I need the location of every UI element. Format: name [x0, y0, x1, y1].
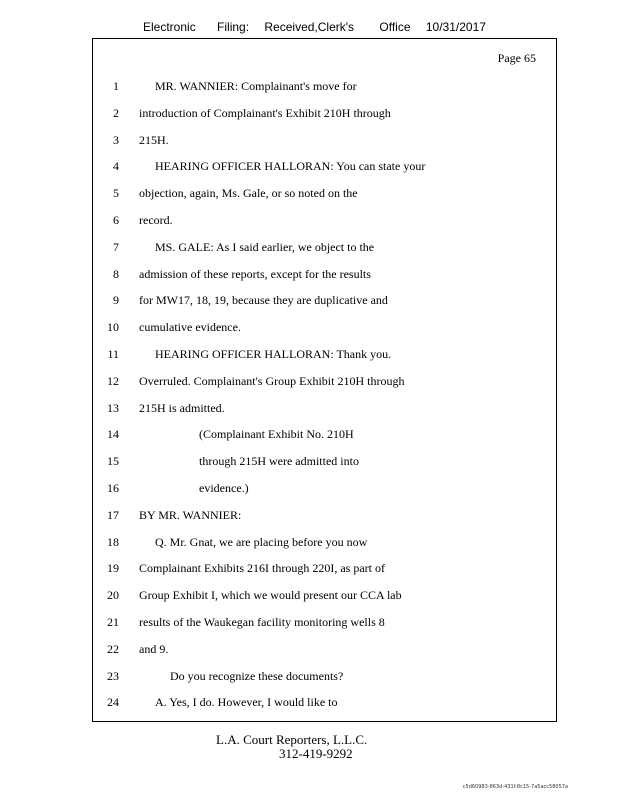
- line-text: MS. GALE: As I said earlier, we object to the: [155, 239, 375, 254]
- line-text: for MW17, 18, 19, because they are duplicative and: [139, 293, 388, 308]
- line-text: admission of these reports, except for the results: [139, 266, 371, 281]
- line-text: Group Exhibit I, which we would present our CCA lab: [139, 588, 402, 603]
- line-text: A. Yes, I do. However, I would like to: [155, 695, 338, 710]
- transcript-line: [93, 588, 556, 606]
- line-text: BY MR. WANNIER:: [139, 507, 242, 522]
- transcript-line: [93, 240, 556, 258]
- line-number: 8: [113, 266, 119, 281]
- line-number: 14: [107, 427, 119, 442]
- line-number: 16: [107, 481, 119, 495]
- line-number: 22: [107, 641, 119, 656]
- transcript-line: [93, 159, 556, 177]
- line-text: Do you recognize these documents?: [170, 668, 344, 683]
- line-text: (Complainant Exhibit No. 210H: [199, 427, 354, 442]
- line-number: 23: [107, 668, 119, 683]
- line-number: 1: [113, 79, 119, 93]
- transcript-line: [93, 427, 556, 445]
- transcript-line: [93, 642, 556, 660]
- line-text: cumulative evidence.: [139, 320, 241, 335]
- line-text: 215H is admitted.: [139, 400, 225, 415]
- line-number: 3: [113, 132, 119, 147]
- line-number: 19: [107, 561, 119, 576]
- line-text: and 9.: [139, 641, 169, 656]
- header-date: 10/31/2017: [425, 20, 486, 34]
- transcript-line: [93, 320, 556, 338]
- filing-stamp-header: [143, 20, 486, 34]
- transcript-line: [93, 454, 556, 472]
- transcript-page-box: [92, 38, 557, 722]
- transcript-line: [93, 535, 556, 553]
- line-number: 10: [107, 320, 119, 335]
- line-text: Overruled. Complainant's Group Exhibit 210H through: [139, 373, 405, 388]
- footer-company: L.A. Court Reporters, L.L.C.: [216, 732, 368, 747]
- line-number: 6: [113, 213, 119, 227]
- line-number: 2: [113, 105, 119, 120]
- transcript-line: [93, 79, 556, 97]
- transcript-line: [93, 481, 556, 499]
- line-number: 24: [107, 695, 119, 710]
- transcript-line: [93, 106, 556, 124]
- line-text: Complainant Exhibits 216I through 220I, as part of: [139, 561, 385, 576]
- line-number: 20: [107, 588, 119, 603]
- line-text: through 215H were admitted into: [199, 454, 359, 469]
- line-text: 215H.: [139, 132, 169, 147]
- line-text: MR. WANNIER: Complainant's move for: [155, 79, 357, 93]
- line-number: 4: [113, 159, 119, 174]
- header-electronic: Electronic: [143, 20, 196, 34]
- line-number: 15: [107, 454, 119, 469]
- transcript-line: [93, 615, 556, 633]
- line-number: 5: [113, 186, 119, 201]
- footer-phone: 312-419-9292: [279, 746, 353, 761]
- line-number: 7: [113, 239, 119, 254]
- header-filing: Filing:: [217, 20, 250, 34]
- line-text: Q. Mr. Gnat, we are placing before you now: [155, 534, 368, 549]
- transcript-line: [93, 401, 556, 419]
- line-text: HEARING OFFICER HALLORAN: You can state your: [155, 159, 426, 174]
- page-number: Page 65: [497, 51, 536, 65]
- line-text: record.: [139, 213, 173, 227]
- line-number: 13: [107, 400, 119, 415]
- line-number: 18: [107, 534, 119, 549]
- transcript-line: [93, 293, 556, 311]
- line-text: evidence.): [199, 481, 249, 495]
- line-number: 11: [107, 347, 119, 361]
- line-number: 12: [107, 373, 119, 388]
- document-id: c5d60983-863d-431f-8c15-7a5acc58057a: [462, 784, 568, 790]
- transcript-line: [93, 695, 556, 713]
- transcript-line: [93, 508, 556, 526]
- transcript-line: [93, 669, 556, 687]
- line-text: results of the Waukegan facility monitoring wells 8: [139, 615, 385, 629]
- header-received: Received,Clerk's: [264, 20, 355, 34]
- line-number: 9: [113, 293, 119, 308]
- line-text: objection, again, Ms. Gale, or so noted on the: [139, 186, 358, 201]
- line-number: 21: [107, 615, 119, 629]
- transcript-line: [93, 133, 556, 151]
- transcript-line: [93, 213, 556, 231]
- line-number: 17: [107, 507, 119, 522]
- transcript-line: [93, 267, 556, 285]
- transcript-line: [93, 561, 556, 579]
- transcript-line: [93, 347, 556, 365]
- line-text: introduction of Complainant's Exhibit 210H through: [139, 105, 391, 120]
- transcript-line: [93, 374, 556, 392]
- transcript-line: [93, 186, 556, 204]
- line-text: HEARING OFFICER HALLORAN: Thank you.: [155, 347, 392, 361]
- header-office: Office: [379, 20, 411, 34]
